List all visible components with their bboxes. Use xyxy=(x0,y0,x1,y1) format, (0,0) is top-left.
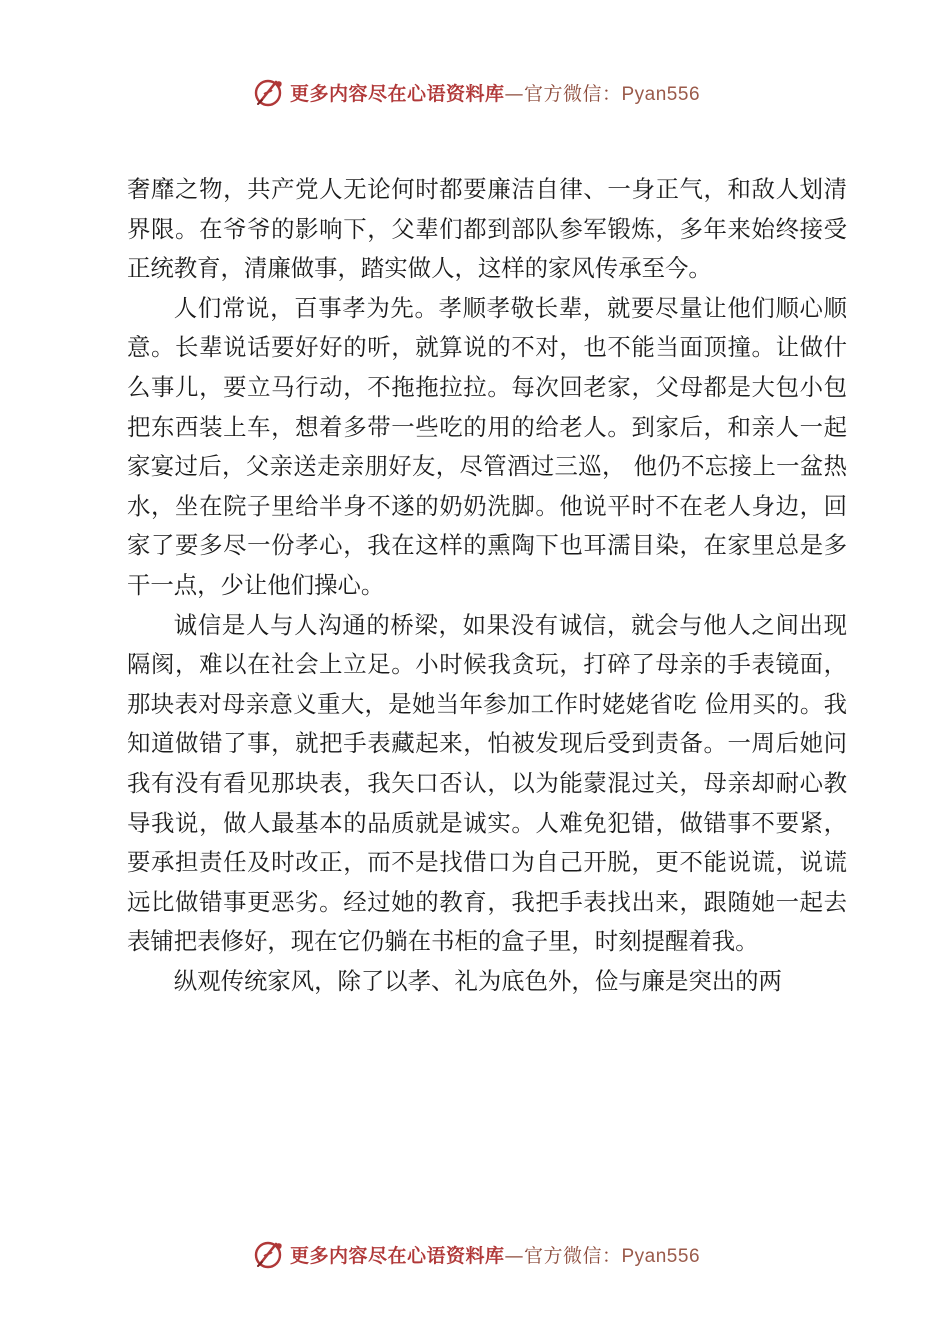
document-body xyxy=(127,170,847,1001)
watermark-sub: 官方微信： xyxy=(523,82,622,105)
paragraph-2: 人们常说，百事孝为先。孝顺孝敬长辈，就要尽量让他们顺心顺意。长辈说话要好好的听，就算说的不对，也不能当面顶撞。让做什么事儿，要立马行动，不拖拖拉拉。每次回老家，父母都是大包小包把东西装上车，想着多带一些吃的用的给老人。到家后，和亲人一起家宴过后，父亲送走亲朋好友，尽管酒过三巡， 他仍不忘接上一盆热水，坐在院子里给半身不遂的奶奶洗脚。他说平时不在老人身边，回家了要多尽一份孝心，我在这样的熏陶下也耳濡目染，在家里总是多干一点，少让他们操心。 xyxy=(127,293,847,599)
watermark-main: 更多内容尽在心语资料库 xyxy=(289,1244,505,1267)
watermark-wechat-id: Pyan556 xyxy=(621,1245,701,1267)
watermark-main: 更多内容尽在心语资料库 xyxy=(289,82,505,105)
paragraph-3: 诚信是人与人沟通的桥梁，如果没有诚信，就会与他人之间出现隔阂，难以在社会上立足。小时候我贪玩，打碎了母亲的手表镜面，那块表对母亲意义重大，是她当年参加工作时姥姥省吃 俭用买的。我知道做错了事，就把手表藏起来，怕被发现后受到责备。一周后她问我有没有看见那块表，我矢口否认，以为能蒙混过关，母亲却耐心教导我说，做人最基本的品质就是诚实。人难免犯错，做错事不要紧，要承担责任及时改正，而不是找借口为自己开脱，更不能说谎，说谎远比做错事更恶劣。经过她的教育，我把手表找出来，跟随她一起去表铺把表修好，现在它仍躺在书柜的盒子里，时刻提醒着我。 xyxy=(127,610,847,956)
paragraph-4: 纵观传统家风，除了以孝、礼为底色外，俭与廉是突出的两 xyxy=(173,966,782,995)
watermark-text xyxy=(290,79,700,106)
watermark-sub: 官方微信： xyxy=(523,1244,622,1267)
watermark-wechat-id: Pyan556 xyxy=(621,83,701,105)
footer-watermark xyxy=(0,1234,950,1274)
quill-seal-icon xyxy=(250,1236,286,1272)
watermark-dash: — xyxy=(504,82,524,105)
paragraph-1: 奢靡之物，共产党人无论何时都要廉洁自律、一身正气，和敌人划清界限。在爷爷的影响下，父辈们都到部队参军锻炼，多年来始终接受正统教育，清廉做事，踏实做人，这样的家风传承至今。 xyxy=(127,175,847,283)
header-watermark xyxy=(0,72,950,112)
watermark-text xyxy=(290,1241,700,1268)
watermark-dash: — xyxy=(504,1244,524,1267)
quill-seal-icon xyxy=(250,74,286,110)
